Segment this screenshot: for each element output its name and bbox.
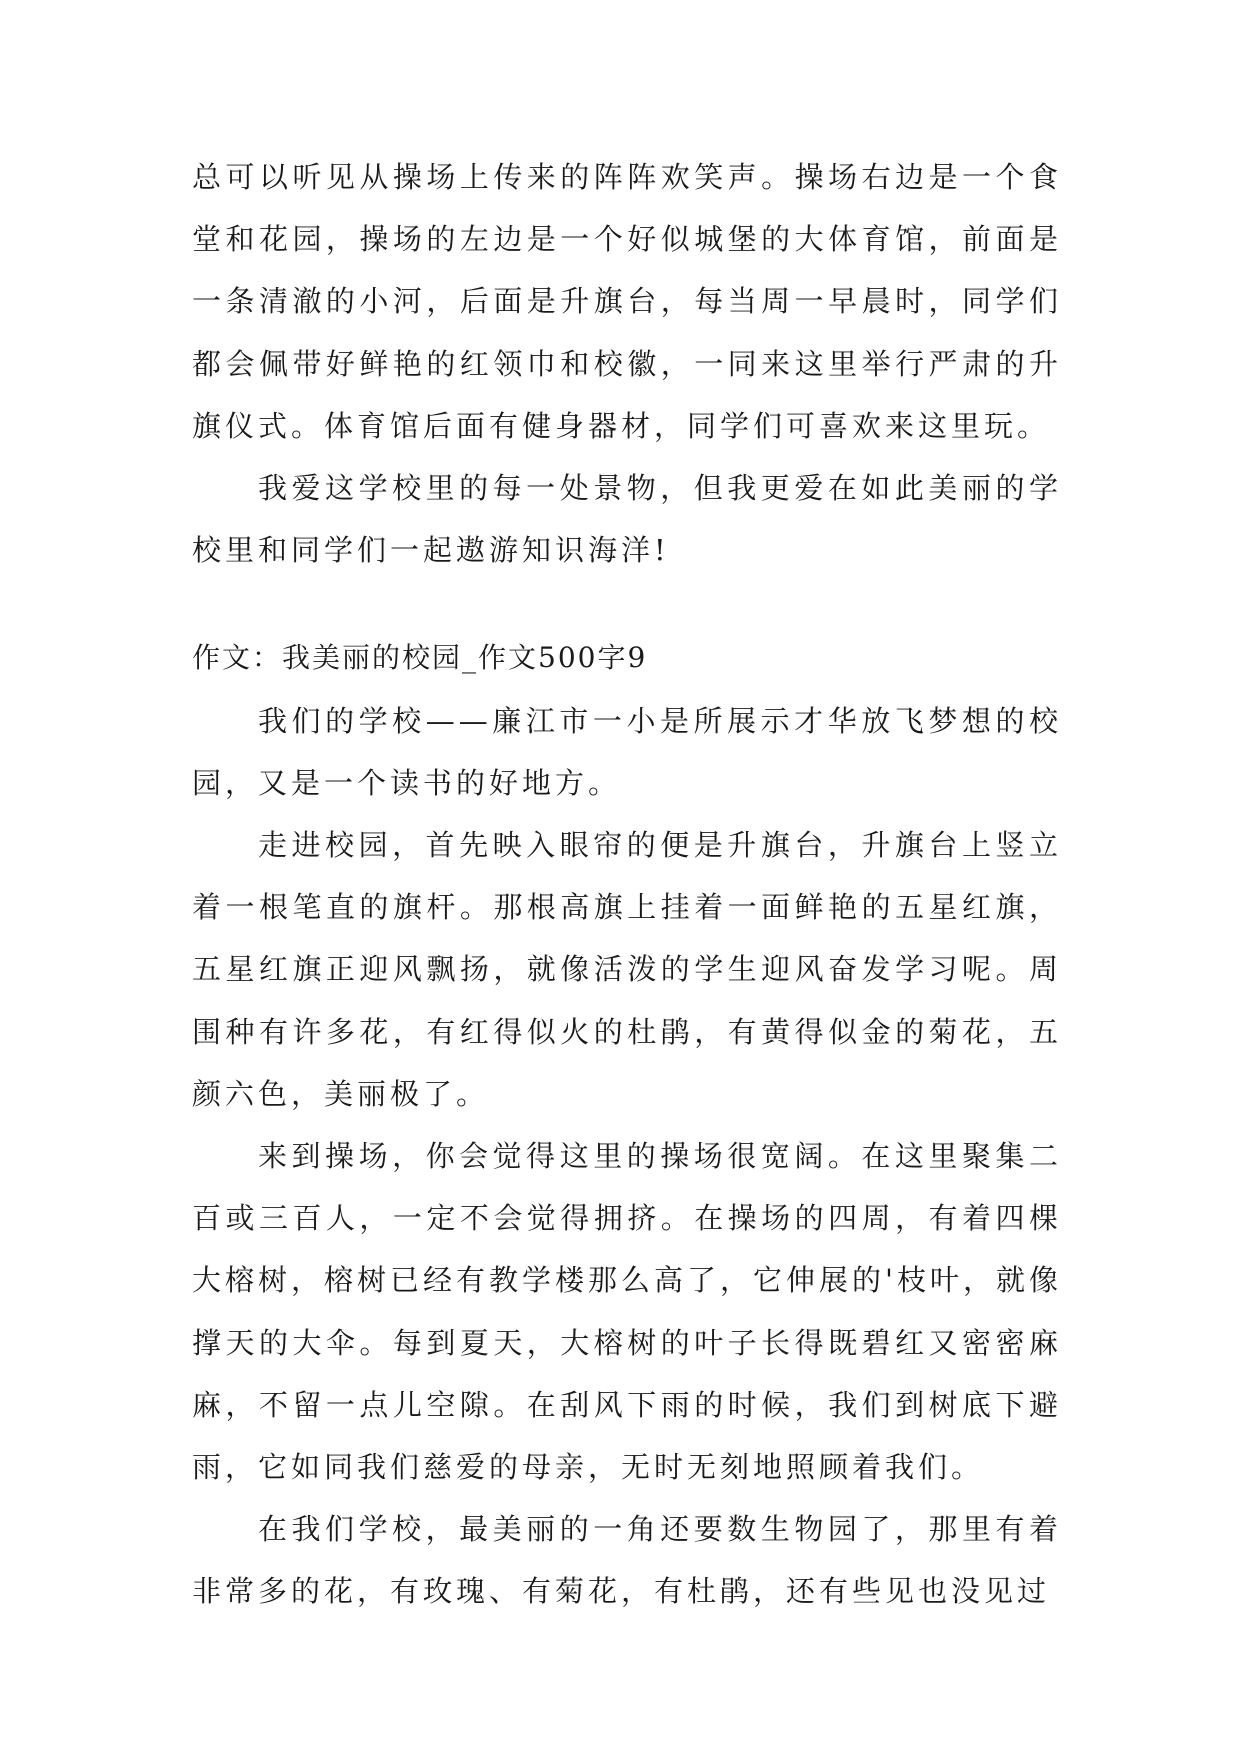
body-paragraph-2: 走进校园，首先映入眼帘的便是升旗台，升旗台上竖立着一根笔直的旗杆。那根高旗上挂着一面鲜艳的五星红旗，五星红旗正迎风飘扬，就像活泼的学生迎风奋发学习呢。周围种有许多花，有红得似火的杜鹃，有黄得似金的菊花，五颜六色，美丽极了。 xyxy=(192,828,1062,1111)
body-paragraph-4: 在我们学校，最美丽的一角还要数生物园了，那里有着非常多的花，有玫瑰、有菊花，有杜鹃，还有些见也没见过 xyxy=(192,1512,1062,1609)
fragment-paragraph: 总可以听见从操场上传来的阵阵欢笑声。操场右边是一个食堂和花园，操场的左边是一个好似城堡的大体育馆，前面是一条清澈的小河，后面是升旗台，每当周一早晨时，同学们都会佩带好鲜艳的红领巾和校徽，一同来这里举行严肃的升旗仪式。体育馆后面有健身器材，同学们可喜欢来这里玩。 xyxy=(192,160,1062,443)
closing-paragraph: 我爱这学校里的每一处景物，但我更爱在如此美丽的学校里和同学们一起遨游知识海洋! xyxy=(192,471,1062,568)
body-paragraph-1: 我们的学校——廉江市一小是所展示才华放飞梦想的校园，又是一个读书的好地方。 xyxy=(192,703,1062,800)
body-paragraph-3: 来到操场，你会觉得这里的操场很宽阔。在这里聚集二百或三百人，一定不会觉得拥挤。在操场的四周，有着四棵大榕树，榕树已经有教学楼那么高了，它伸展的'枝叶，就像撑天的大伞。每到夏天，大榕树的叶子长得既碧红又密密麻麻，不留一点儿空隙。在刮风下雨的时候，我们到树底下避雨，它如同我们慈爱的母亲，无时无刻地照顾着我们。 xyxy=(192,1139,1062,1485)
document-page xyxy=(192,146,1062,1623)
essay-title: 作文：我美丽的校园_作文500字9 xyxy=(192,641,648,675)
